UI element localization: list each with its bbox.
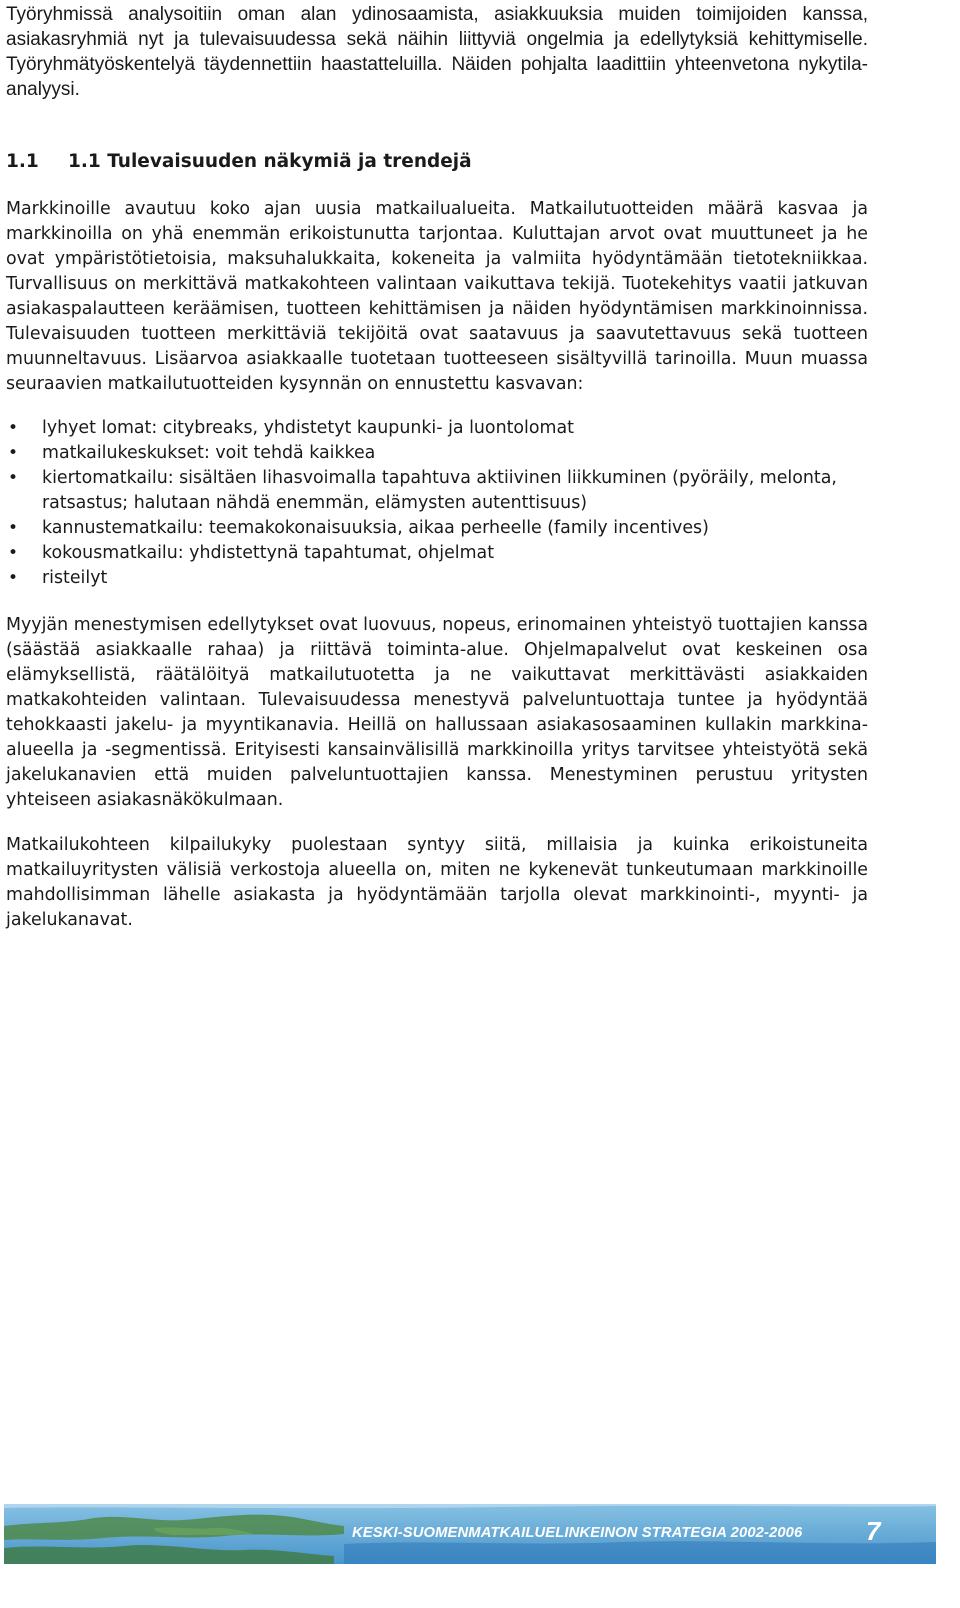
trends-paragraph: Markkinoille avautuu koko ajan uusia matkailualueita. Matkailutuotteiden määrä kasvaa ja markkinoilla on yhä enemmän erikoistunutta tarjontaa. Kuluttajan arvot ovat muuttuneet ja he ovat ympäristötietoisia, maksuhalukkaita, kokeneita ja valmiita hyödyntämään tietotekniikkaa. Turvallisuus on merkittävä matkakohteen valintaan vaikuttava tekijä. Tuotekehitys vaatii jatkuvan asiakaspalautteen keräämisen, tuotteen kehittämisen ja näiden hyödyntämisen markkinoinnissa. Tulevaisuuden tuotteen merkittäviä tekijöitä ovat saatavuus ja saavutettavuus sekä tuotteen muunneltavuus. Lisäarvoa asiakkaalle tuotetaan tuotteeseen sisältyvillä tarinoilla. Muun muassa seuraavien matkailutuotteiden kysynnän on ennustettu kasvavan:	[6, 199, 868, 394]
seller-success-paragraph: Myyjän menestymisen edellytykset ovat luovuus, nopeus, erinomainen yhteistyö tuottajien kanssa (säästää asiakkaalle rahaa) ja riittävä toiminta-alue. Ohjelmapalvelut ovat keskeinen osa elämyksellistä, räätälöityä matkailutuotetta ja ne vaikuttavat merkittävästi asiakkaiden matkakohteiden valintaan. Tulevaisuudessa menestyvä palveluntuottaja tuntee ja hyödyntää tehokkaasti jakelu- ja myyntikanavia. Heillä on hallussaan asiakasosaaminen kullakin markkina-alueella ja -segmentissä. Erityisesti kansainvälisillä markkinoilla yritys tarvitsee yhteistyötä sekä jakelukanavien että muiden palveluntuottajien kanssa. Menestyminen perustuu yritysten yhteiseen asiakasnäkökulmaan.	[6, 615, 868, 810]
section-title: 1.1 Tulevaisuuden näkymiä ja trendejä	[68, 151, 472, 172]
page-number: 7	[866, 1516, 881, 1546]
section-heading	[6, 149, 472, 175]
bullet-icon: •	[7, 543, 19, 563]
footer-title: KESKI-SUOMENMATKAILUELINKEINON STRATEGIA 2002-2006	[352, 1525, 803, 1541]
list-item: • kannustematkailu: teemakokonaisuuksia, aikaa perheelle (family incentives)	[6, 516, 868, 541]
list-item: • matkailukeskukset: voit tehdä kaikkea	[6, 441, 868, 466]
list-item: • kiertomatkailu: sisältäen lihasvoimalla tapahtuva aktiivinen liikkuminen (pyöräily, melonta, ratsastus; halutaan nähdä enemmän, elämysten autenttisuus)	[7, 468, 837, 513]
product-demand-list	[6, 416, 868, 591]
intro-paragraph: Työryhmissä analysoitiin oman alan ydinosaamista, asiakkuuksia muiden toimijoiden kanssa, asiakasryhmiä nyt ja tulevaisuudessa sekä näihin liittyviä ongelmia ja edellytyksiä kehittymiselle. Työryhmätyöskentelyä täydennettiin haastatteluilla. Näiden pohjalta laadittiin yhteenvetona nykytila-analyysi.	[6, 4, 868, 100]
bullet-icon: •	[7, 418, 19, 438]
section-number: 1.1	[6, 151, 39, 172]
bullet-icon: •	[7, 568, 19, 588]
bullet-icon: •	[7, 518, 19, 538]
list-item: • risteilyt	[6, 566, 868, 591]
bullet-icon: •	[7, 443, 19, 463]
competitiveness-paragraph: Matkailukohteen kilpailukyky puolestaan syntyy siitä, millaisia ja kuinka erikoistuneita matkailuyritysten välisiä verkostoja alueella on, miten ne kykenevät tunkeutumaan markkinoille mahdollisimman lähelle asiakasta ja hyödyntämään tarjolla olevat markkinointi-, myynti- ja jakelukanavat.	[6, 835, 868, 930]
list-item: • kokousmatkailu: yhdistettynä tapahtumat, ohjelmat	[6, 541, 868, 566]
bullet-icon: •	[7, 468, 19, 488]
list-item: • lyhyet lomat: citybreaks, yhdistetyt kaupunki- ja luontolomat	[6, 416, 868, 441]
